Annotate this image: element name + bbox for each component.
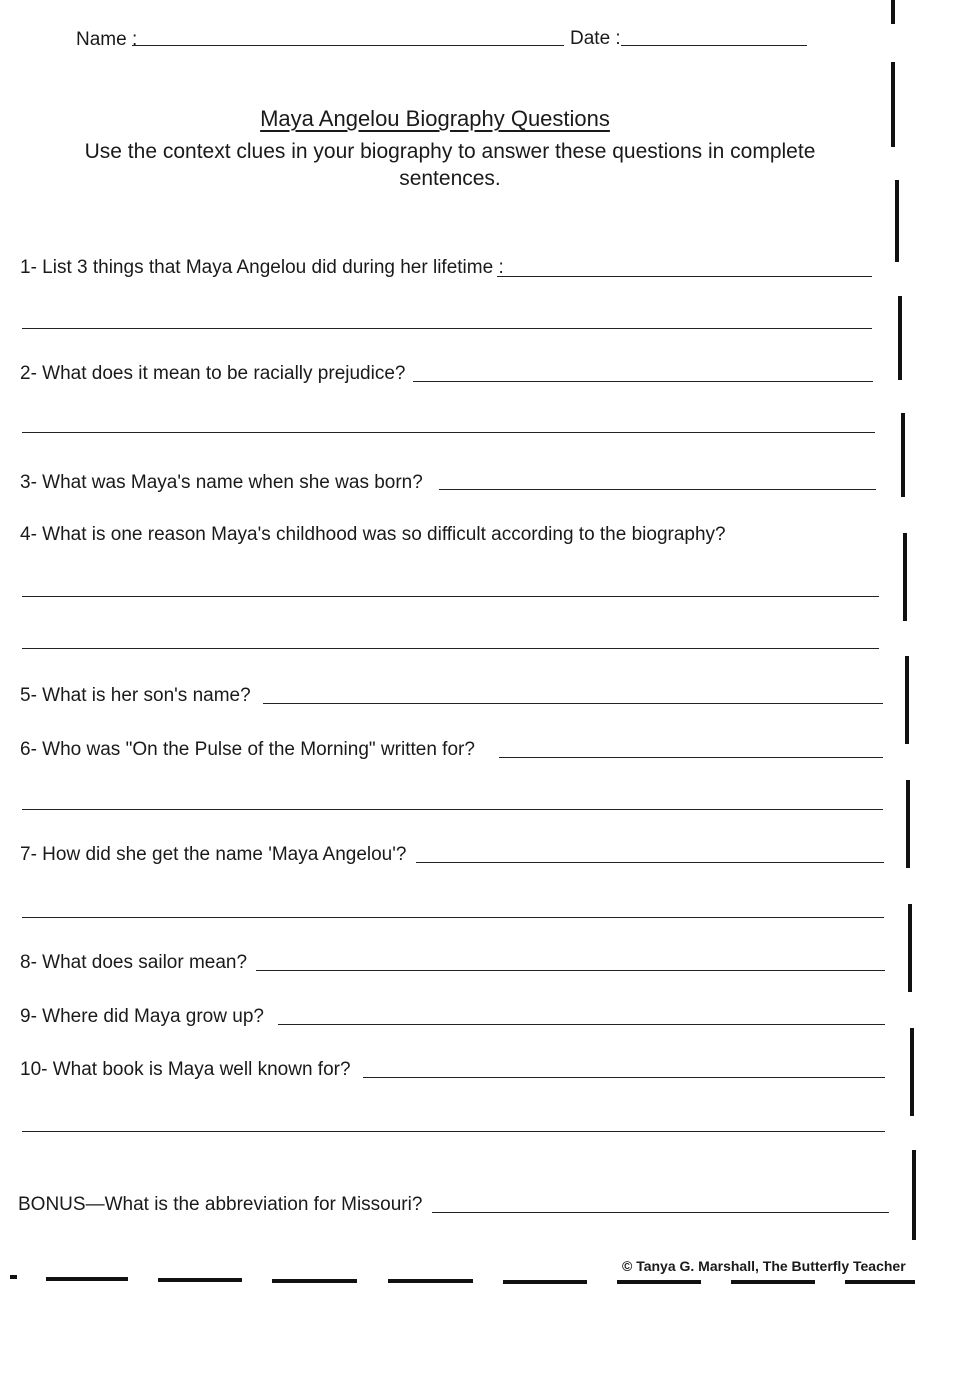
answer-line-6b[interactable] [22,809,883,810]
answer-line-3[interactable] [439,489,876,490]
date-field[interactable] [621,45,807,46]
question-5: 5- What is her son's name? [20,685,251,706]
bonus-question: BONUS—What is the abbreviation for Missouri? [18,1194,423,1215]
cut-line-segment [891,62,895,147]
copyright-credit: © Tanya G. Marshall, The Butterfly Teacher [622,1258,906,1274]
answer-line-7a[interactable] [416,862,884,863]
question-3: 3- What was Maya's name when she was born? [20,472,423,493]
cut-line-segment [912,1150,916,1240]
answer-line-2b[interactable] [22,432,875,433]
cut-line-segment [388,1279,473,1283]
answer-line-9[interactable] [278,1024,885,1025]
cut-line-segment [908,904,912,992]
cut-line-segment [905,656,909,744]
cut-line-segment [46,1277,128,1281]
question-6: 6- Who was "On the Pulse of the Morning" written for? [20,739,475,760]
answer-line-1a[interactable] [497,276,872,277]
answer-line-4a[interactable] [22,596,879,597]
cut-line-segment [845,1280,915,1284]
question-9: 9- Where did Maya grow up? [20,1006,264,1027]
instructions: Use the context clues in your biography to answer these questions in complete sentences. [84,140,816,190]
cut-line-segment [617,1280,701,1284]
question-10: 10- What book is Maya well known for? [20,1059,351,1080]
question-2: 2- What does it mean to be racially prejudice? [20,363,406,384]
name-field[interactable] [132,45,564,46]
question-8: 8- What does sailor mean? [20,952,248,973]
page-title: Maya Angelou Biography Questions [260,106,610,131]
cut-line-segment [10,1275,17,1279]
answer-line-1b[interactable] [22,328,872,329]
question-4: 4- What is one reason Maya's childhood was so difficult according to the biography? [20,524,726,545]
name-label: Name : [76,29,138,50]
answer-line-10b[interactable] [22,1131,885,1132]
cut-line-segment [895,180,899,262]
cut-line-segment [158,1278,242,1282]
cut-line-segment [272,1279,357,1283]
cut-line-segment [891,0,895,24]
cut-line-segment [731,1280,815,1284]
cut-line-segment [901,413,905,497]
answer-line-4b[interactable] [22,648,879,649]
answer-line-5[interactable] [263,703,883,704]
answer-line-6a[interactable] [499,757,883,758]
cut-line-segment [898,296,902,380]
cut-line-segment [906,780,910,868]
cut-line-segment [910,1028,914,1116]
answer-line-2a[interactable] [413,381,873,382]
answer-line-8[interactable] [256,970,885,971]
cut-line-segment [503,1280,587,1284]
answer-line-bonus[interactable] [432,1212,889,1213]
date-label: Date : [570,28,621,49]
question-7: 7- How did she get the name 'Maya Angelou'? [20,844,407,865]
cut-line-segment [903,533,907,621]
answer-line-10a[interactable] [363,1077,885,1078]
answer-line-7b[interactable] [22,917,884,918]
question-1: 1- List 3 things that Maya Angelou did during her lifetime : [20,257,504,278]
